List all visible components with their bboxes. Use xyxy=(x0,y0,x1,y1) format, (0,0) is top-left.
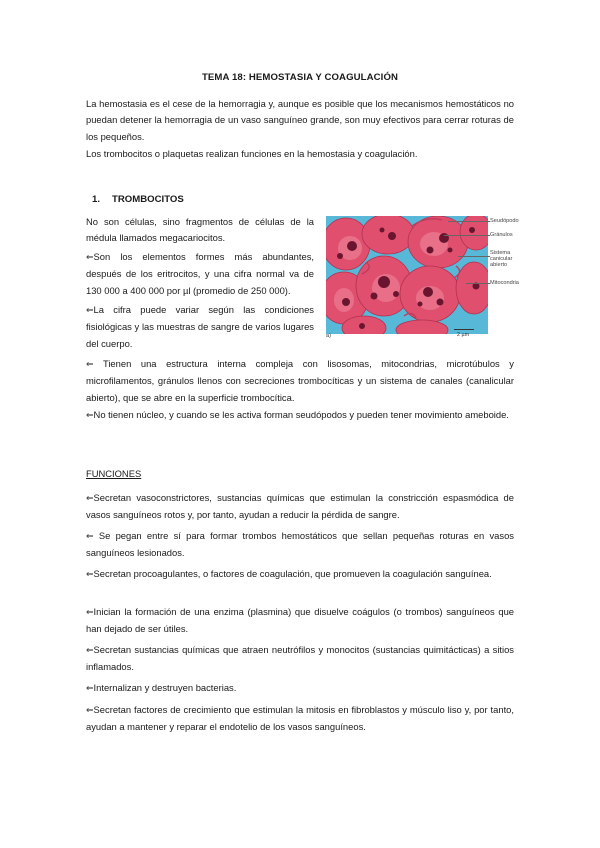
arrow-bullet-icon: ⇐ xyxy=(86,570,94,580)
figure-label-sistema: Sistema canicular abierto xyxy=(490,250,513,269)
figure-leader-line xyxy=(466,283,490,284)
platelet-micrograph-figure xyxy=(326,216,519,340)
trombocitos-paragraph-2: ⇐Son los elementos formes más abundantes, después de los eritrocitos, y una cifra normal va de 130 000 a 400 000 por µl (promedio de 250 000). xyxy=(86,251,314,296)
section-title: TROMBOCITOS xyxy=(112,194,184,205)
page-title: TEMA 18: HEMOSTASIA Y COAGULACIÓN xyxy=(201,72,399,83)
figure-label-granulos: Gránulos xyxy=(490,232,513,238)
intro-paragraph-2: Los trombocitos o plaquetas realizan funciones en la hemostasia y coagulación. xyxy=(86,148,418,159)
function-item-7: ⇐Secretan factores de crecimiento que estimulan la mitosis en fibroblastos y músculo liso y, por tanto, ayudan a mantener y reparar el endotelio de los vasos sanguíneos. xyxy=(86,704,514,733)
function-item-1: ⇐Secretan vasoconstrictores, sustancias químicas que estimulan la constricción espasmódica de vasos sanguíneos rotos y, por tanto, ayudan a reducir la pérdida de sangre. xyxy=(86,492,514,521)
function-item-2: ⇐ Se pegan entre sí para formar trombos hemostáticos que sellan pequeñas roturas en vasos sanguíneos lesionados. xyxy=(86,530,514,559)
arrow-bullet-icon: ⇐ xyxy=(86,706,94,716)
figure-leader-line xyxy=(458,256,490,257)
function-item-5: ⇐Secretan sustancias químicas que atraen neutrófilos y monocitos (sustancias quimitácticas) a sitios inflamados. xyxy=(86,644,514,673)
trombocitos-paragraph-3: ⇐La cifra puede variar según las condiciones fisiológicas y las muestras de sangre de varios lugares del cuerpo. xyxy=(86,304,314,349)
section-number: 1. xyxy=(92,194,101,205)
trombocitos-paragraph-5: ⇐No tienen núcleo, y cuando se les activa forman seudópodos y pueden tener movimiento ameboide. xyxy=(86,409,509,421)
trombocitos-paragraph-4: ⇐ Tienen una estructura interna compleja con lisosomas, mitocondrias, microtúbulos y microfilamentos, gránulos llenos con secreciones trombocíticas y un sistema de canales (canalicular abierto), que se abre en la superficie trombocítica. xyxy=(86,358,514,403)
figure-leader-line xyxy=(448,221,490,222)
arrow-bullet-icon: ⇐ xyxy=(86,608,94,618)
arrow-bullet-icon: ⇐ xyxy=(86,306,94,316)
arrow-bullet-icon: ⇐ xyxy=(86,360,94,370)
function-item-3: ⇐Secretan procoagulantes, o factores de coagulación, que promueven la coagulación sanguínea. xyxy=(86,568,492,580)
figure-label-seudopodo: Seudópodo xyxy=(490,218,519,224)
platelet-micrograph-image xyxy=(326,216,488,334)
function-item-4: ⇐Inician la formación de una enzima (plasmina) que disuelve coágulos (o trombos) sanguíneos que han dejado de ser útiles. xyxy=(86,606,514,635)
section-heading xyxy=(92,194,184,205)
arrow-bullet-icon: ⇐ xyxy=(86,494,94,504)
figure-label-mitocondria: Mitocondria xyxy=(490,280,519,286)
intro-paragraph-1: La hemostasia es el cese de la hemorragia y, aunque es posible que los mecanismos hemostáticos no puedan detener la hemorragia de un vaso sanguíneo grande, son muy efectivos para cerrar roturas de los pequeños. xyxy=(86,98,514,142)
arrow-bullet-icon: ⇐ xyxy=(86,684,94,694)
functions-heading: FUNCIONES xyxy=(86,468,142,479)
arrow-bullet-icon: ⇐ xyxy=(86,253,94,263)
arrow-bullet-icon: ⇐ xyxy=(86,411,94,421)
scale-bar xyxy=(454,329,474,330)
function-item-6: ⇐Internalizan y destruyen bacterias. xyxy=(86,682,237,694)
arrow-bullet-icon: ⇐ xyxy=(86,532,94,542)
figure-panel-letter: a) xyxy=(326,333,331,339)
scale-bar-label: 2 µm xyxy=(457,332,470,338)
arrow-bullet-icon: ⇐ xyxy=(86,646,94,656)
figure-leader-line xyxy=(444,235,490,236)
trombocitos-paragraph-1: No son células, sino fragmentos de células de la médula llamados megacariocitos. xyxy=(86,216,314,244)
